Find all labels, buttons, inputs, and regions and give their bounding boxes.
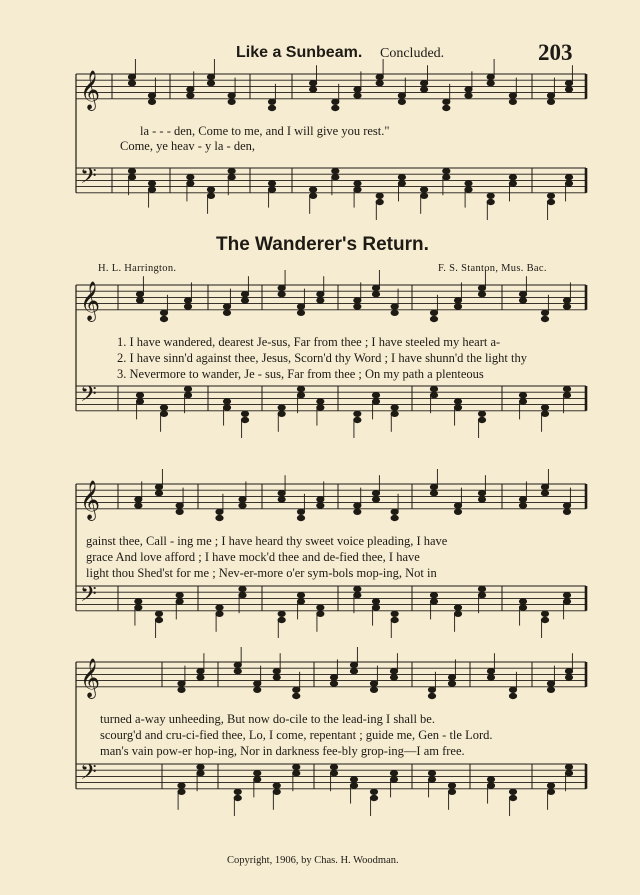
note-head [160, 405, 167, 410]
note-head [428, 777, 435, 782]
note-head [310, 193, 317, 198]
note-head [317, 605, 324, 610]
note-head [254, 777, 261, 782]
note-head [297, 509, 304, 514]
note-head [330, 771, 337, 776]
note-head [268, 181, 275, 186]
note-head [547, 193, 554, 198]
note-head [465, 181, 472, 186]
note-head [509, 693, 516, 698]
note-head [541, 411, 548, 416]
note-head [135, 599, 142, 604]
note-head [565, 771, 572, 776]
note-head [310, 81, 317, 86]
hymn-title: The Wanderer's Return. [216, 234, 429, 255]
note-head [478, 292, 485, 297]
note-head [547, 681, 554, 686]
note-head [372, 399, 379, 404]
note-head [519, 399, 526, 404]
note-head [509, 93, 516, 98]
note-head [234, 789, 241, 794]
note-head [390, 771, 397, 776]
note-head [541, 617, 548, 622]
note-head [547, 93, 554, 98]
note-head [454, 399, 461, 404]
note-head [372, 491, 379, 496]
page-number: 203 [538, 40, 573, 65]
note-head [278, 405, 285, 410]
note-head [547, 789, 554, 794]
note-head [454, 298, 461, 303]
note-head [541, 316, 548, 321]
note-head [478, 411, 485, 416]
note-head [448, 681, 455, 686]
note-head [148, 99, 155, 104]
note-head [354, 586, 361, 591]
note-head [541, 611, 548, 616]
note-head [228, 99, 235, 104]
note-head [454, 503, 461, 508]
note-head [430, 599, 437, 604]
treble-clef-icon: 𝄞 [80, 70, 101, 110]
note-head [372, 599, 379, 604]
note-head [234, 795, 241, 800]
note-head [478, 586, 485, 591]
note-head [297, 593, 304, 598]
note-head [354, 304, 361, 309]
note-head [390, 669, 397, 674]
note-head [487, 675, 494, 680]
note-head [465, 187, 472, 192]
note-head [136, 298, 143, 303]
note-head [136, 393, 143, 398]
note-head [293, 687, 300, 692]
note-head [354, 411, 361, 416]
note-head [278, 617, 285, 622]
note-head [391, 304, 398, 309]
bass-clef-icon: 𝄢 [80, 382, 97, 412]
note-head [547, 687, 554, 692]
note-head [487, 81, 494, 86]
note-head [197, 771, 204, 776]
top-lyric-line-2: Come, ye heav - y la - den, [120, 139, 256, 153]
note-head [547, 783, 554, 788]
note-head [465, 93, 472, 98]
note-head [563, 599, 570, 604]
verse-2-line-1: 2. I have sinn'd against thee, Jesus, Scorn'd thy Word ; I have shunn'd the light thy [117, 351, 527, 365]
verse-2-line-2: grace And love afford ; I have mock'd thee and de-fied thee, I have [86, 550, 420, 564]
note-head [223, 405, 230, 410]
note-head [390, 777, 397, 782]
note-head [350, 662, 357, 667]
note-head [160, 316, 167, 321]
note-head [565, 764, 572, 769]
note-head [428, 693, 435, 698]
note-head [254, 771, 261, 776]
note-head [268, 105, 275, 110]
note-head [565, 181, 572, 186]
note-head [547, 99, 554, 104]
note-head [443, 99, 450, 104]
note-head [376, 193, 383, 198]
note-head [317, 497, 324, 502]
note-head [207, 193, 214, 198]
note-head [176, 593, 183, 598]
note-head [563, 304, 570, 309]
note-head [278, 491, 285, 496]
note-head [268, 99, 275, 104]
note-head [128, 74, 135, 79]
note-head [541, 484, 548, 489]
note-head [160, 310, 167, 315]
note-head [234, 662, 241, 667]
note-head [509, 789, 516, 794]
note-head [376, 74, 383, 79]
treble-clef-icon: 𝄞 [80, 281, 101, 321]
note-head [293, 764, 300, 769]
note-head [136, 399, 143, 404]
note-head [278, 292, 285, 297]
note-head [430, 310, 437, 315]
note-head [297, 386, 304, 391]
note-head [297, 310, 304, 315]
note-head [273, 783, 280, 788]
bass-clef-icon: 𝄢 [80, 164, 97, 194]
note-head [155, 611, 162, 616]
note-head [478, 285, 485, 290]
note-head [293, 771, 300, 776]
note-head [354, 503, 361, 508]
note-head [317, 298, 324, 303]
note-head [187, 181, 194, 186]
note-head [332, 99, 339, 104]
note-head [372, 605, 379, 610]
note-head [297, 393, 304, 398]
note-head [184, 386, 191, 391]
note-head [391, 310, 398, 315]
note-head [184, 298, 191, 303]
note-head [391, 411, 398, 416]
note-head [297, 304, 304, 309]
top-lyric-line-1: la - - - den, Come to me, and I will give you rest." [140, 124, 390, 138]
note-head [178, 687, 185, 692]
note-head [563, 509, 570, 514]
note-head [176, 599, 183, 604]
note-head [135, 605, 142, 610]
note-head [330, 764, 337, 769]
note-head [565, 675, 572, 680]
note-head [428, 687, 435, 692]
note-head [330, 675, 337, 680]
note-head [273, 675, 280, 680]
note-head [391, 611, 398, 616]
note-head [223, 310, 230, 315]
note-head [370, 795, 377, 800]
note-head [176, 509, 183, 514]
note-head [390, 675, 397, 680]
note-head [391, 515, 398, 520]
note-head [391, 405, 398, 410]
note-head [228, 175, 235, 180]
note-head [216, 509, 223, 514]
note-head [509, 181, 516, 186]
note-head [135, 503, 142, 508]
note-head [430, 484, 437, 489]
note-head [254, 687, 261, 692]
note-head [487, 193, 494, 198]
note-head [430, 593, 437, 598]
note-head [310, 87, 317, 92]
note-head [207, 81, 214, 86]
note-head [228, 93, 235, 98]
copyright-notice: Copyright, 1906, by Chas. H. Woodman. [227, 855, 399, 866]
note-head [187, 87, 194, 92]
section-subtitle: Concluded. [380, 46, 445, 61]
section-title: Like a Sunbeam. [236, 44, 363, 61]
note-head [228, 168, 235, 173]
note-head [370, 789, 377, 794]
note-head [509, 795, 516, 800]
note-head [354, 93, 361, 98]
note-head [278, 497, 285, 502]
note-head [563, 503, 570, 508]
note-head [178, 789, 185, 794]
note-head [297, 599, 304, 604]
note-head [519, 497, 526, 502]
note-head [487, 199, 494, 204]
note-head [216, 515, 223, 520]
note-head [478, 491, 485, 496]
note-head [421, 193, 428, 198]
note-head [207, 187, 214, 192]
note-head [155, 484, 162, 489]
note-head [297, 515, 304, 520]
note-head [370, 681, 377, 686]
note-head [239, 593, 246, 598]
note-head [430, 386, 437, 391]
note-head [519, 503, 526, 508]
note-head [223, 304, 230, 309]
note-head [273, 669, 280, 674]
note-head [187, 93, 194, 98]
note-head [350, 669, 357, 674]
note-head [187, 175, 194, 180]
note-head [160, 411, 167, 416]
note-head [430, 491, 437, 496]
note-head [509, 687, 516, 692]
note-head [563, 386, 570, 391]
note-head [216, 605, 223, 610]
verse-1-line-3: turned a-way unheeding, But now do-cile to the lead-ing I shall be. [100, 712, 435, 726]
note-head [148, 187, 155, 192]
note-head [398, 99, 405, 104]
note-head [330, 681, 337, 686]
note-head [317, 503, 324, 508]
note-head [148, 93, 155, 98]
note-head [310, 187, 317, 192]
note-head [148, 181, 155, 186]
note-head [478, 417, 485, 422]
note-head [241, 292, 248, 297]
note-head [478, 593, 485, 598]
note-head [354, 181, 361, 186]
composer-credit: F. S. Stanton, Mus. Bac. [438, 263, 547, 274]
note-head [293, 693, 300, 698]
note-head [254, 681, 261, 686]
note-head [448, 789, 455, 794]
verse-3-line-2: light thou Shed'st for me ; Nev-er-more o'er sym-bols mop-ing, Not in [86, 566, 437, 580]
note-head [317, 292, 324, 297]
note-head [128, 168, 135, 173]
note-head [176, 503, 183, 508]
note-head [128, 81, 135, 86]
note-head [239, 503, 246, 508]
note-head [398, 93, 405, 98]
note-head [372, 393, 379, 398]
bass-clef-icon: 𝄢 [80, 760, 97, 790]
note-head [478, 497, 485, 502]
note-head [332, 175, 339, 180]
note-head [487, 669, 494, 674]
note-head [454, 304, 461, 309]
note-head [178, 681, 185, 686]
note-head [241, 417, 248, 422]
note-head [354, 593, 361, 598]
note-head [372, 497, 379, 502]
note-head [207, 74, 214, 79]
note-head [519, 298, 526, 303]
notes [80, 59, 573, 816]
verse-2-line-3: scourg'd and cru-ci-fied thee, Lo, I come, repentant ; guide me, Gen - tle Lord. [100, 728, 493, 742]
note-head [135, 497, 142, 502]
note-head [519, 599, 526, 604]
note-head [487, 783, 494, 788]
lyricist-credit: H. L. Harrington. [98, 263, 177, 274]
note-head [454, 605, 461, 610]
note-head [565, 175, 572, 180]
note-head [519, 393, 526, 398]
note-head [565, 81, 572, 86]
note-head [239, 497, 246, 502]
note-head [398, 175, 405, 180]
note-head [354, 417, 361, 422]
note-head [541, 310, 548, 315]
verse-3-line-3: man's vain pow-er hop-ing, Nor in darkness fee-bly grop-ing—I am free. [100, 744, 465, 758]
note-head [563, 393, 570, 398]
note-head [317, 611, 324, 616]
note-head [317, 405, 324, 410]
note-head [398, 181, 405, 186]
note-head [376, 81, 383, 86]
note-head [370, 687, 377, 692]
note-head [278, 411, 285, 416]
note-head [428, 771, 435, 776]
note-head [519, 292, 526, 297]
note-head [317, 399, 324, 404]
note-head [541, 405, 548, 410]
note-head [372, 292, 379, 297]
note-head [454, 509, 461, 514]
note-head [487, 74, 494, 79]
note-head [509, 175, 516, 180]
note-head [376, 199, 383, 204]
note-head [354, 298, 361, 303]
note-head [430, 393, 437, 398]
note-head [563, 298, 570, 303]
treble-clef-icon: 𝄞 [80, 658, 101, 698]
note-head [128, 175, 135, 180]
note-head [239, 586, 246, 591]
note-head [184, 304, 191, 309]
note-head [350, 777, 357, 782]
note-head [273, 789, 280, 794]
treble-clef-icon: 𝄞 [80, 480, 101, 520]
note-head [465, 87, 472, 92]
note-head [454, 611, 461, 616]
note-head [421, 187, 428, 192]
note-head [241, 411, 248, 416]
note-head [155, 491, 162, 496]
note-head [454, 405, 461, 410]
note-head [443, 105, 450, 110]
note-head [223, 399, 230, 404]
note-head [547, 199, 554, 204]
note-head [197, 764, 204, 769]
note-head [136, 292, 143, 297]
note-head [184, 393, 191, 398]
note-head [197, 669, 204, 674]
note-head [372, 285, 379, 290]
note-head [421, 87, 428, 92]
note-head [197, 675, 204, 680]
note-head [278, 611, 285, 616]
note-head [332, 168, 339, 173]
note-head [178, 783, 185, 788]
note-head [350, 783, 357, 788]
note-head [354, 509, 361, 514]
note-head [443, 175, 450, 180]
note-head [391, 617, 398, 622]
note-head [421, 81, 428, 86]
bass-clef-icon: 𝄢 [80, 582, 97, 612]
note-head [155, 617, 162, 622]
note-head [565, 87, 572, 92]
note-head [216, 611, 223, 616]
note-head [354, 187, 361, 192]
note-head [278, 285, 285, 290]
verse-1-line-1: 1. I have wandered, dearest Je-sus, Far from thee ; I have steeled my heart a- [117, 335, 501, 349]
note-head [565, 669, 572, 674]
verse-3-line-1: 3. Nevermore to wander, Je - sus, Far from thee ; On my path a plenteous [117, 367, 484, 381]
note-head [332, 105, 339, 110]
note-head [448, 783, 455, 788]
verse-1-line-2: gainst thee, Call - ing me ; I have heard thy sweet voice pleading, I have [86, 534, 448, 548]
note-head [487, 777, 494, 782]
note-head [391, 509, 398, 514]
note-head [241, 298, 248, 303]
note-head [448, 675, 455, 680]
note-head [268, 187, 275, 192]
note-head [354, 87, 361, 92]
note-head [509, 99, 516, 104]
note-head [541, 491, 548, 496]
note-head [563, 593, 570, 598]
note-head [430, 316, 437, 321]
note-head [519, 605, 526, 610]
note-head [234, 669, 241, 674]
note-head [443, 168, 450, 173]
